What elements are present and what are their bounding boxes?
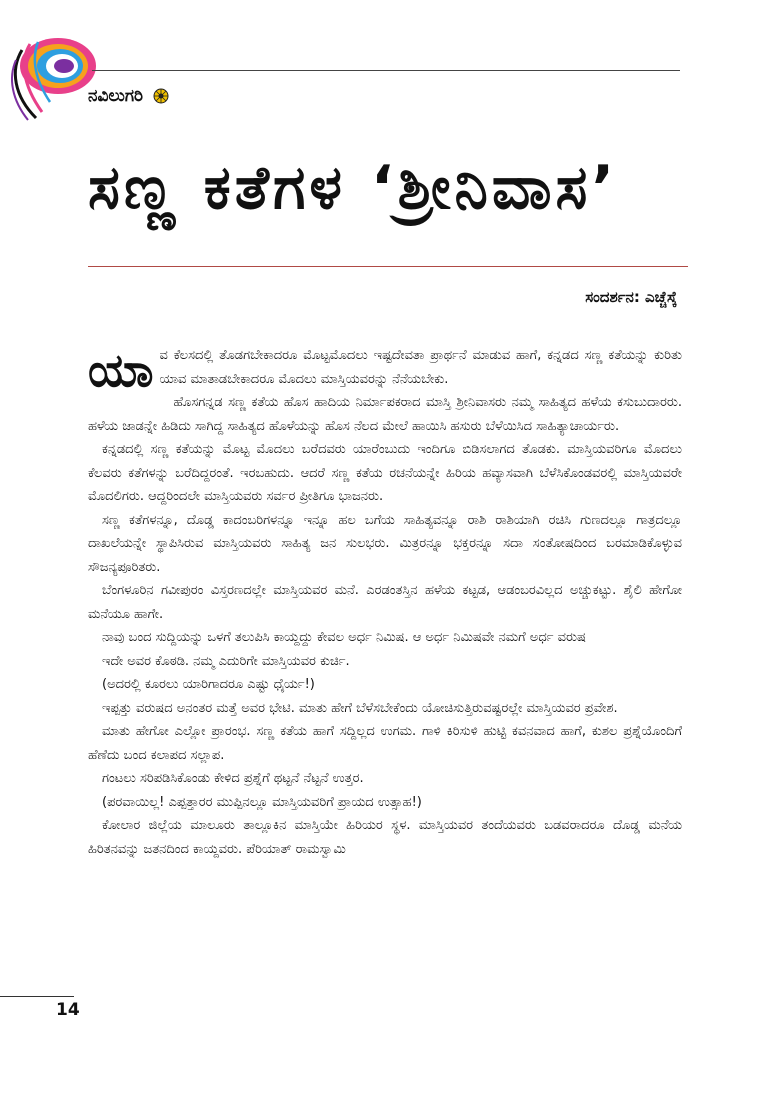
article-paragraph: ಬೆಂಗಳೂರಿನ ಗವೀಪುರಂ ವಿಸ್ತರಣದಲ್ಲೇ ಮಾಸ್ತಿಯವರ ಮನೆ. ಎರಡಂತಸ್ತಿನ ಹಳೆಯ ಕಟ್ಟಡ, ಆಡಂಬರವಿಲ್ಲದ ಅಚ್ಚುಕಟ್ಟು. ಶೈಲಿ ಹೇಗೋ ಮನೆಯೂ ಹಾಗೇ. <box>88 583 682 622</box>
section-label <box>88 86 169 106</box>
section-label-text: ನವಿಲುಗರಿ <box>88 86 144 106</box>
byline: ಸಂದರ್ಶನ: ಎಚ್ಚೆಸ್ಕೆ <box>585 288 677 306</box>
drop-cap: ಯಾ <box>88 343 154 397</box>
headline: ಸಣ್ಣ ಕತೆಗಳ ‘ಶ್ರೀನಿವಾಸ’ <box>88 153 619 223</box>
article-paragraph: (ಅದರಲ್ಲಿ ಕೂರಲು ಯಾರಿಗಾದರೂ ಎಷ್ಟು ಧೈರ್ಯ!) <box>102 677 315 692</box>
page-number-rule <box>0 996 74 997</box>
article-paragraph: ಕನ್ನಡದಲ್ಲಿ ಸಣ್ಣ ಕತೆಯನ್ನು ಮೊಟ್ಟ ಮೊದಲು ಬರೆದವರು ಯಾರೆಂಬುದು ಇಂದಿಗೂ ಬಿಡಿಸಲಾಗದ ತೊಡಕು. ಮಾಸ್ತಿಯವರಿಗೂ ಮೊದಲು ಕೆಲವರು ಕತೆಗಳನ್ನು ಬರೆದಿದ್ದರಂತೆ. ಇರಬಹುದು. ಆದರೆ ಸಣ್ಣ ಕತೆಯ ರಚನೆಯನ್ನೇ ಹಿರಿಯ ಹವ್ಯಾಸವಾಗಿ ಬೆಳೆಸಿಕೊಂಡವರಲ್ಲಿ ಮಾಸ್ತಿಯವರೇ ಮೊದಲಿಗರು. ಆದ್ದರಿಂದಲೇ ಮಾಸ್ತಿಯವರು ಸರ್ವರ ಪ್ರೀತಿಗೂ ಭಾಜನರು. <box>88 442 682 504</box>
article-paragraph: ಮಾತು ಹೇಗೋ ಎಲ್ಲೋ ಪ್ರಾರಂಭ. ಸಣ್ಣ ಕತೆಯ ಹಾಗೆ ಸದ್ದಿಲ್ಲದ ಉಗಮ. ಗಾಳಿ ಕಿರಿಸುಳಿ ಹುಟ್ಟಿ ಕವನವಾದ ಹಾಗೆ, ಕುಶಲ ಪ್ರಶ್ನೆಯೊಂದಿಗೆ ಹೆಣೆದು ಬಂದ ಕಲಾಪದ ಸಲ್ಲಾಪ. <box>88 724 682 763</box>
article-paragraph: ಇದೇ ಅವರ ಕೊಠಡಿ. ನಮ್ಮ ಎದುರಿಗೇ ಮಾಸ್ತಿಯವರ ಕುರ್ಚಿ. <box>102 653 350 669</box>
article-paragraph: (ಪರವಾಯಿಲ್ಲ! ಎಪ್ಪತ್ತಾರರ ಮುಪ್ಪಿನಲ್ಲೂ ಮಾಸ್ತಿಯವರಿಗೆ ಪ್ರಾಯದ ಉತ್ಸಾಹ!) <box>102 794 422 810</box>
top-rule <box>92 70 680 71</box>
article-paragraph: ಸಣ್ಣ ಕತೆಗಳನ್ನೂ, ದೊಡ್ಡ ಕಾದಂಬರಿಗಳನ್ನೂ ಇನ್ನೂ ಹಲ ಬಗೆಯ ಸಾಹಿತ್ಯವನ್ನೂ ರಾಶಿ ರಾಶಿಯಾಗಿ ರಚಿಸಿ ಗುಣದಲ್ಲೂ ಗಾತ್ರದಲ್ಲೂ ದಾಖಲೆಯನ್ನೇ ಸ್ಥಾಪಿಸಿರುವ ಮಾಸ್ತಿಯವರು ಸಾಹಿತ್ಯ ಜನ ಸುಲಭರು. ಮಿತ್ರರನ್ನೂ ಭಕ್ತರನ್ನೂ ಸದಾ ಸಂತೋಷದಿಂದ ಬರಮಾಡಿಕೊಳ್ಳುವ ಸೌಜನ್ಯಪೂರಿತರು. <box>88 512 682 575</box>
article-paragraph: ಗಂಟಲು ಸರಿಪಡಿಸಿಕೊಂಡು ಕೇಳಿದ ಪ್ರಶ್ನೆಗೆ ಥಟ್ಟನೆ ನೆಟ್ಟನೆ ಉತ್ತರ. <box>102 771 364 786</box>
page-number: 14 <box>56 1000 80 1020</box>
flower-icon <box>153 88 169 104</box>
article-paragraph: ಹೊಸಗನ್ನಡ ಸಣ್ಣ ಕತೆಯ ಹೊಸ ಹಾದಿಯ ನಿರ್ಮಾಪಕರಾದ ಮಾಸ್ತಿ ಶ್ರೀನಿವಾಸರು ನಮ್ಮ ಸಾಹಿತ್ಯದ ಹಳೆಯ ಕಸುಬುದಾರರು. ಹಳೆಯ ಜಾಡನ್ನೇ ಹಿಡಿದು ಸಾಗಿದ್ದ ಸಾಹಿತ್ಯದ ಹೊಳೆಯನ್ನು ಹೊಸ ನೆಲದ ಮೇಲೆ ಹಾಯಿಸಿ ಹಸುರು ಬೆಳೆಯಿಸಿದ ಸಾಹಿತ್ಯಾಚಾರ್ಯರು. <box>88 395 682 434</box>
paragraph-text: ವ ಕೆಲಸದಲ್ಲಿ ತೊಡಗಬೇಕಾದರೂ ಮೊಟ್ಟಮೊದಲು ಇಷ್ಟದೇವತಾ ಪ್ರಾರ್ಥನೆ ಮಾಡುವ ಹಾಗೆ, ಕನ್ನಡದ ಸಣ್ಣ ಕತೆಯನ್ನು ಕುರಿತು ಯಾವ ಮಾತಾಡಬೇಕಾದರೂ ಮೊದಲು ಮಾಸ್ತಿಯವರನ್ನು ನೆನೆಯಬೇಕು. <box>159 348 682 387</box>
article-paragraph <box>88 343 682 397</box>
article-paragraph: ಕೋಲಾರ ಜಿಲ್ಲೆಯ ಮಾಲೂರು ತಾಲ್ಲೂಕಿನ ಮಾಸ್ತಿಯೇ ಹಿರಿಯರ ಸ್ಥಳ. ಮಾಸ್ತಿಯವರ ತಂದೆಯವರು ಬಡವರಾದರೂ ದೊಡ್ಡ ಮನೆಯ ಹಿರಿತನವನ್ನು ಜತನದಿಂದ ಕಾಯ್ದವರು. ಪೆರಿಯಾತ್ ರಾಮಸ್ವಾಮಿ <box>88 818 682 857</box>
peacock-feather-logo <box>8 30 98 122</box>
article-body <box>88 344 682 861</box>
article-paragraph: ನಾವು ಬಂದ ಸುದ್ದಿಯನ್ನು ಒಳಗೆ ತಲುಪಿಸಿ ಕಾಯ್ದದ್ದು ಕೇವಲ ಅರ್ಧ ನಿಮಿಷ. ಆ ಅರ್ಧ ನಿಮಿಷವೇ ನಮಗೆ ಅರ್ಧ ವರುಷ <box>102 630 586 645</box>
title-divider <box>88 266 688 267</box>
article-paragraph: ಇಪ್ಪತ್ತು ವರುಷದ ಅನಂತರ ಮತ್ತೆ ಅವರ ಭೇಟಿ. ಮಾತು ಹೇಗೆ ಬೆಳೆಸಬೇಕೆಂದು ಯೋಚಿಸುತ್ತಿರುವಷ್ಟರಲ್ಲೇ ಮಾಸ್ತಿಯವರ ಪ್ರವೇಶ. <box>102 700 618 716</box>
